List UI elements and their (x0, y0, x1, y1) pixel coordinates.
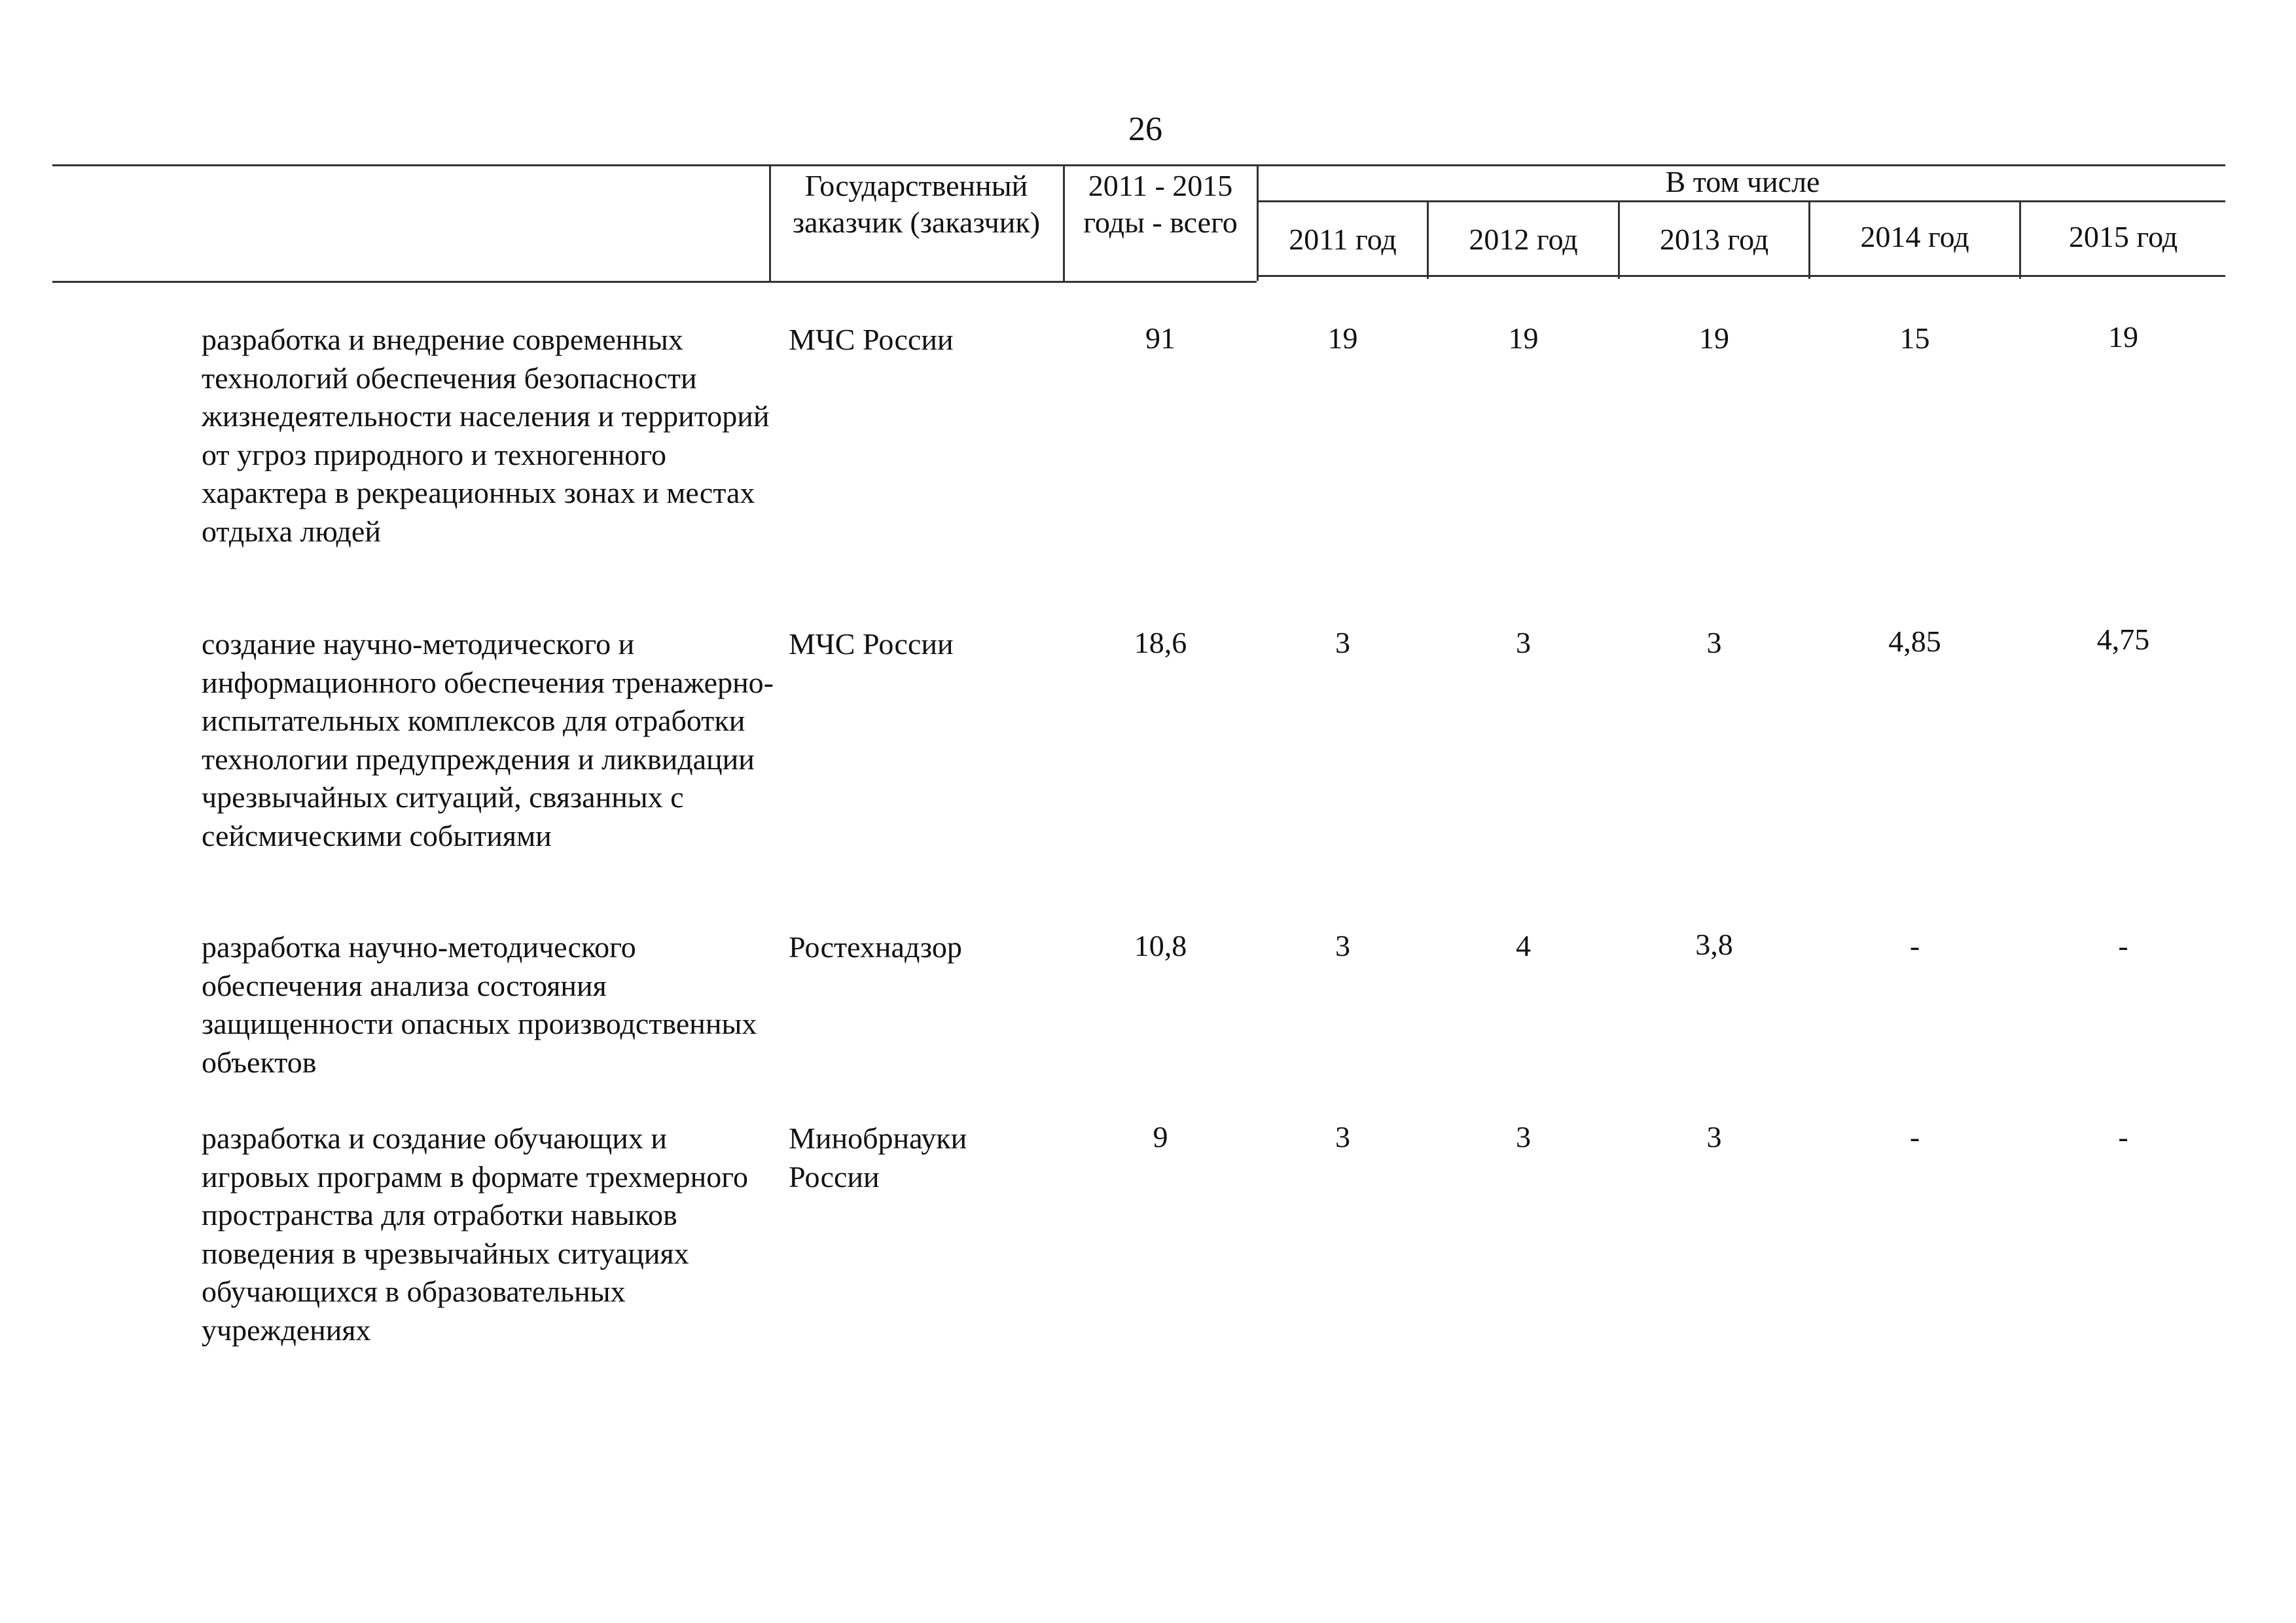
row-2-2011: 3 (1335, 626, 1350, 659)
row-2-customer: МЧС России (789, 627, 954, 661)
row-4-2015: - (2118, 1120, 2128, 1154)
row-4-2012: 3 (1516, 1120, 1531, 1154)
header-total: 2011 - 2015 годы - всего (1083, 169, 1238, 239)
header-year-2015: 2015 год (2068, 220, 2178, 253)
row-2-total: 18,6 (1134, 626, 1187, 659)
row-3-2011: 3 (1335, 929, 1350, 962)
header-divider-2 (1063, 164, 1065, 281)
page-number: 26 (1128, 111, 1162, 148)
row-4-2011: 3 (1335, 1120, 1350, 1154)
row-1-2011: 19 (1327, 321, 1358, 355)
row-4-customer: Минобрнауки России (789, 1122, 967, 1194)
header-bottom-rule-left (52, 281, 1257, 283)
row-3-description: разработка научно-методического обеспечения анализа состояния защищенности опасных производственных объектов (202, 930, 757, 1079)
row-4-2013: 3 (1706, 1120, 1722, 1154)
row-1-2012: 19 (1508, 321, 1539, 355)
row-1-2015: 19 (2108, 320, 2138, 354)
header-bottom-rule-right (1257, 275, 2225, 277)
row-2-2012: 3 (1516, 626, 1531, 659)
row-2-description: создание научно-методического и информационного обеспечения тренажерно-испытательных комплексов для отработки технологии предупреждения и ликвидации чрезвычайных ситуаций, связанных с сейсмическими событиями (202, 627, 774, 852)
row-1-2014: 15 (1899, 321, 1930, 355)
row-4-description: разработка и создание обучающих и игровых программ в формате трехмерного пространства для отработки навыков поведения в чрезвычайных ситуациях обучающихся в образовательных учреждениях (202, 1122, 748, 1347)
subheader-rule (1257, 200, 2225, 202)
row-3-2014: - (1909, 929, 1920, 962)
header-customer: Государственный заказчик (заказчик) (792, 169, 1041, 239)
row-3-2012: 4 (1516, 929, 1531, 962)
row-3-2015: - (2118, 929, 2128, 962)
header-year-2013: 2013 год (1659, 223, 1769, 256)
row-2-2013: 3 (1706, 626, 1722, 659)
row-1-customer: МЧС России (789, 323, 954, 356)
header-including: В том числе (1665, 165, 1820, 198)
row-1-2013: 19 (1699, 321, 1729, 355)
row-3-total: 10,8 (1134, 929, 1187, 962)
row-1-description: разработка и внедрение современных технологий обеспечения безопасности жизнедеятельности населения и территорий от угроз природного и техногенного характера в рекреационных зонах и местах отдыха людей (202, 323, 770, 548)
row-1-total: 91 (1145, 321, 1175, 355)
row-3-2013: 3,8 (1695, 928, 1733, 961)
row-3-customer: Ростехнадзор (789, 930, 962, 964)
header-divider-1 (769, 164, 771, 281)
header-year-2012: 2012 год (1469, 223, 1578, 256)
row-4-2014: - (1909, 1120, 1920, 1154)
header-year-2011: 2011 год (1289, 223, 1397, 256)
row-2-2015: 4,75 (2096, 623, 2150, 656)
header-year-2014: 2014 год (1860, 220, 1969, 253)
row-2-2014: 4,85 (1888, 625, 1941, 658)
row-4-total: 9 (1153, 1120, 1168, 1154)
